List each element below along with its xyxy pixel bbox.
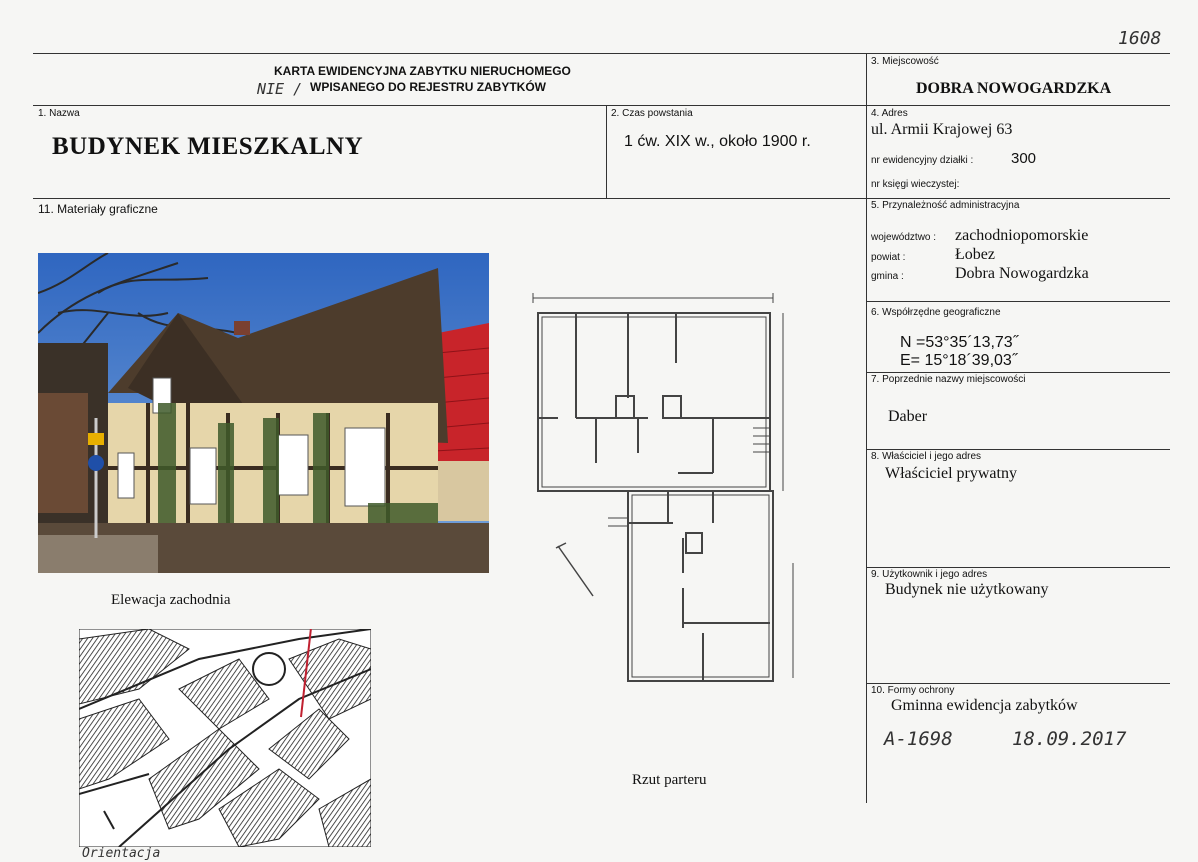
grid-line [33,53,1170,54]
czas-value: 1 ćw. XIX w., około 1900 r. [624,133,811,150]
page-number: 1608 [1118,28,1162,49]
czas-label: 2. Czas powstania [611,108,693,119]
coord-n: N =53°35´13,73˝ [900,334,1019,351]
przynaleznosc-label: 5. Przynależność administracyjna [871,200,1020,211]
uzytkownik-label: 9. Użytkownik i jego adres [871,569,988,580]
grid-line [866,301,1170,302]
ksiega-label: nr księgi wieczystej: [871,179,960,190]
plan-caption: Rzut parteru [632,772,707,788]
grid-line [866,53,867,803]
miejscowosc-label: 3. Miejscowość [871,56,939,67]
photo-caption: Elewacja zachodnia [111,592,231,608]
formy-value: Gminna ewidencja zabytków [891,697,1078,714]
card-title: KARTA EWIDENCYJNA ZABYTKU NIERUCHOMEGO [274,64,571,78]
hand-register-number: A-1698 [884,728,953,750]
grid-line [866,449,1170,450]
adres-label: 4. Adres [871,108,908,119]
miejscowosc-value: DOBRA NOWOGARDZKA [916,80,1112,97]
grid-line [866,683,1170,684]
wojewodztwo-value: zachodniopomorskie [955,227,1089,244]
gmina-label: gmina : [871,271,904,282]
powiat-value: Łobez [955,246,995,263]
uzytkownik-value: Budynek nie użytkowany [885,581,1049,598]
wspolrzedne-label: 6. Współrzędne geograficzne [871,307,1001,318]
floor-plan-drawing [528,288,810,688]
grid-line [606,105,607,198]
building-photo [38,253,489,573]
poprzednie-value: Daber [888,408,928,425]
title-prefix-handwritten: NIE / [257,80,303,98]
nazwa-value: BUDYNEK MIESZKALNY [52,133,364,160]
map-caption: Orientacja [82,846,161,861]
wlasciciel-label: 8. Właściciel i jego adres [871,451,982,462]
wojewodztwo-label: województwo : [871,232,937,243]
materialy-label: 11. Materiały graficzne [38,202,158,216]
card-subtitle: WPISANEGO DO REJESTRU ZABYTKÓW [310,80,547,94]
wlasciciel-value: Właściciel prywatny [885,465,1017,482]
grid-line [866,372,1170,373]
grid-line [33,198,1170,199]
formy-label: 10. Formy ochrony [871,685,955,696]
powiat-label: powiat : [871,252,906,263]
dzialka-value: 300 [1011,150,1037,167]
poprzednie-label: 7. Poprzednie nazwy miejscowości [871,374,1026,385]
nazwa-label: 1. Nazwa [38,108,80,119]
gmina-value: Dobra Nowogardzka [955,265,1089,282]
dzialka-label: nr ewidencyjny działki : [871,155,974,166]
coord-e: E= 15°18´39,03˝ [900,352,1018,369]
hand-register-date: 18.09.2017 [1012,728,1127,750]
adres-value: ul. Armii Krajowej 63 [871,121,1013,138]
grid-line [33,105,1170,106]
grid-line [866,567,1170,568]
orientation-map [79,629,371,847]
